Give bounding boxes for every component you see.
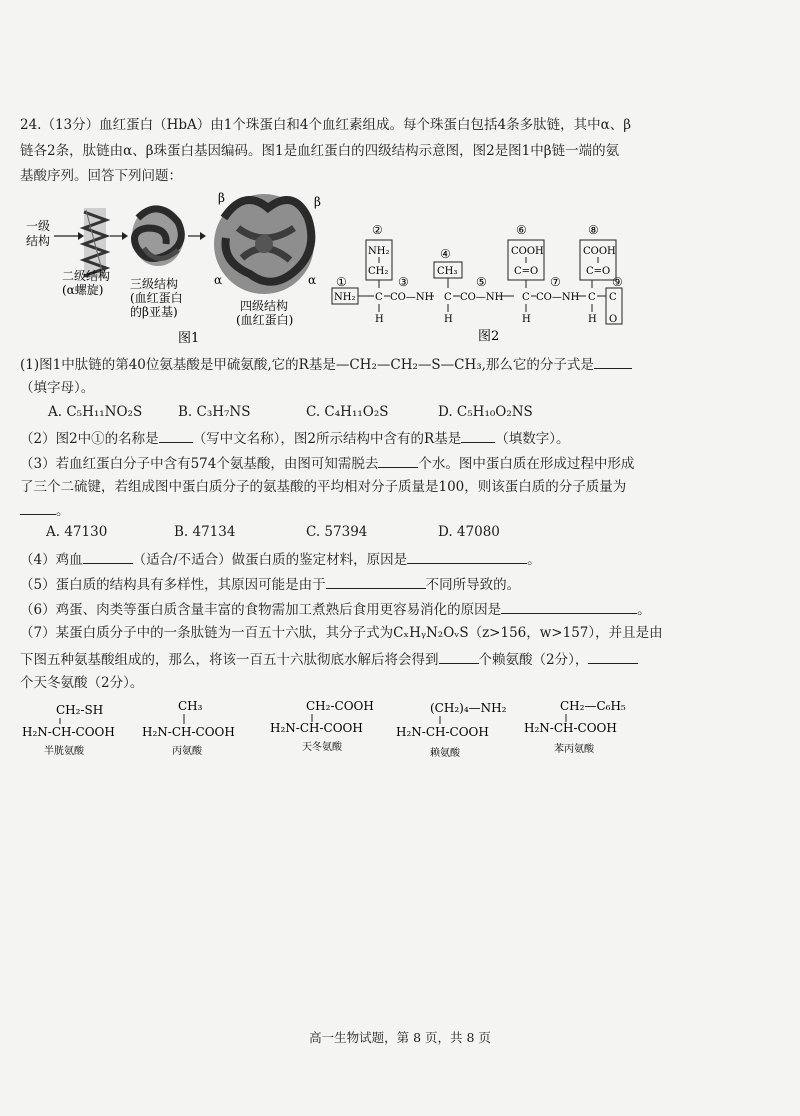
circle-4: ④	[440, 247, 451, 261]
q3-blank-1[interactable]	[378, 453, 418, 468]
phenylalanine-structure	[524, 699, 626, 755]
quaternary-caption-2: (血红蛋白)	[236, 313, 294, 327]
q3-line-3	[20, 500, 70, 520]
q1-option-b[interactable]: B. C₃H₇NS	[178, 404, 251, 420]
q7-line-1: （7）某蛋白质分子中的一条肽链为一百五十六肽，其分子式为CₓHᵧN₂OᵥS（z>156，w>157），并且是由	[20, 625, 663, 641]
aspartate-r-group: CH₂-COOH	[306, 699, 374, 713]
co-r-6: C=O	[514, 266, 539, 277]
tertiary-caption-3: 的β亚基)	[130, 305, 178, 319]
q4-line	[20, 549, 541, 569]
alpha-helix-image	[84, 208, 106, 278]
arrow-3-head	[200, 232, 206, 240]
phenylalanine-name: 苯丙氨酸	[554, 744, 594, 755]
aspartate-name: 天冬氨酸	[302, 742, 342, 753]
q7-blank-2[interactable]	[588, 649, 638, 664]
secondary-caption-2: (α螺旋)	[62, 283, 104, 297]
q1-option-d[interactable]: D. C₅H₁₀O₂NS	[438, 404, 533, 420]
q3-option-a[interactable]: A. 47130	[46, 524, 108, 540]
secondary-caption-1: 二级结构	[62, 269, 111, 283]
q3-option-d[interactable]: D. 47080	[438, 524, 500, 540]
q4-blank-2[interactable]	[407, 549, 527, 564]
q1-answer-blank[interactable]	[594, 354, 632, 369]
alanine-structure	[142, 699, 235, 757]
quaternary-structure-image	[214, 194, 317, 294]
arrow-2-head	[122, 232, 128, 240]
q3-option-b[interactable]: B. 47134	[174, 524, 236, 540]
q3-line-2: 了三个二硫键，若组成图中蛋白质分子的氨基酸的平均相对分子质量是100，则该蛋白质的分子质量为	[20, 479, 627, 495]
cooh-r-6: COOH	[511, 246, 544, 257]
co-r-8: C=O	[586, 266, 611, 277]
q5-blank[interactable]	[326, 574, 426, 589]
c-terminal: C	[609, 292, 617, 303]
circle-2: ②	[372, 223, 383, 237]
alanine-r-group: CH₃	[178, 699, 203, 713]
q2-text-3: （填数字）。	[495, 431, 570, 447]
c-alpha-2: C	[444, 292, 452, 303]
q3-option-c[interactable]: C. 57394	[306, 524, 368, 540]
circle-8: ⑧	[588, 223, 599, 237]
q7-blank-1[interactable]	[439, 649, 479, 664]
primary-structure-label-2: 结构	[26, 234, 51, 248]
q3-text-2: 个水。图中蛋白质在形成过程中形成	[418, 456, 635, 472]
q1-text: (1)图1中肽链的第40位氨基酸是甲硫氨酸,它的R基是—CH₂—CH₂—S—CH₃,那么它的分子式是	[20, 357, 594, 373]
tertiary-structure-image	[132, 206, 184, 266]
h-4: H	[588, 314, 597, 325]
c-alpha-1: C	[375, 292, 383, 303]
cysteine-backbone: H₂N-CH-COOH	[22, 725, 115, 739]
amino-acid-structures	[20, 696, 640, 762]
q3-text-1: （3）若血红蛋白分子中含有574个氨基酸，由图可知需脱去	[20, 456, 379, 472]
q2-text-1: （2）图2中①的名称是	[20, 431, 159, 447]
cysteine-r-group: CH₂-SH	[56, 703, 104, 717]
h-3: H	[522, 314, 531, 325]
figure-2-amino-acid-sequence	[330, 218, 630, 344]
q1-option-c[interactable]: C. C₄H₁₁O₂S	[306, 404, 389, 420]
primary-structure-label: 一级	[26, 219, 51, 233]
q1-line-1	[20, 354, 632, 374]
figure-1-protein-structure	[18, 188, 348, 348]
q1-option-a[interactable]: A. C₅H₁₁NO₂S	[48, 404, 143, 420]
question-24-line-1: 24.（13分）血红蛋白（HbA）由1个珠蛋白和4个血红素组成。每个珠蛋白包括4条多肽链，其中α、β	[20, 117, 631, 133]
q4-text-3: 。	[527, 552, 541, 568]
circle-3: ③	[398, 275, 409, 289]
q1-line-2: （填字母）。	[20, 380, 95, 396]
arrow-1-head	[78, 232, 84, 240]
q3-blank-2[interactable]	[20, 500, 56, 515]
q5-line	[20, 574, 520, 594]
q4-text-2: （适合/不适合）做蛋白质的鉴定材料，原因是	[132, 552, 408, 568]
co-nh-3: CO—NH	[536, 292, 580, 303]
figure-2-caption: 图2	[478, 329, 500, 344]
circle-6: ⑥	[516, 223, 527, 237]
nh2-r: NH₂	[368, 246, 390, 257]
lysine-name: 赖氨酸	[430, 748, 460, 759]
tertiary-caption-1: 三级结构	[130, 277, 179, 291]
q7-text-1: 下图五种氨基酸组成的，那么，将该一百五十六肽彻底水解后将会得到	[20, 652, 439, 668]
cooh-r-8: COOH	[583, 246, 616, 257]
q6-text-2: 。	[637, 602, 651, 618]
q2-line	[20, 428, 569, 448]
lysine-backbone: H₂N-CH-COOH	[396, 725, 489, 739]
q6-text-1: （6）鸡蛋、肉类等蛋白质含量丰富的食物需加工煮熟后食用更容易消化的原因是	[20, 602, 502, 618]
q2-blank-1[interactable]	[159, 428, 193, 443]
circle-9: ⑨	[612, 275, 623, 289]
q6-line	[20, 599, 651, 619]
cysteine-name: 半胱氨酸	[44, 746, 84, 757]
beta-label-left: β	[218, 191, 225, 205]
quaternary-caption-1: 四级结构	[240, 299, 289, 313]
question-24-line-3: 基酸序列。回答下列问题：	[20, 168, 182, 184]
h-1: H	[375, 314, 384, 325]
ch2-r: CH₂	[368, 266, 389, 277]
co-nh-1: CO—NH	[390, 292, 434, 303]
alanine-backbone: H₂N-CH-COOH	[142, 725, 235, 739]
q7-line-2	[20, 649, 638, 669]
co-nh-2: CO—NH	[460, 292, 504, 303]
page-footer: 高一生物试题，第 8 页，共 8 页	[309, 1030, 491, 1045]
c-alpha-4: C	[588, 292, 596, 303]
figure-1-caption: 图1	[178, 331, 200, 346]
q3-line-1	[20, 453, 634, 473]
circle-7: ⑦	[550, 275, 561, 289]
c-alpha-3: C	[522, 292, 530, 303]
q3-text-end: 。	[56, 503, 70, 519]
phenylalanine-r-group: CH₂—C₆H₅	[560, 699, 626, 713]
alanine-name: 丙氨酸	[172, 746, 202, 757]
ch3-r: CH₃	[437, 266, 458, 277]
q5-text-2: 不同所导致的。	[425, 577, 521, 593]
alpha-label-left: α	[214, 273, 223, 287]
q5-text-1: （5）蛋白质的结构具有多样性，其原因可能是由于	[20, 577, 326, 593]
question-24-line-2: 链各2条，肽链由α、β珠蛋白基因编码。图1是血红蛋白的四级结构示意图，图2是图1中β链一端的氨	[20, 143, 620, 159]
q2-text-2: （写中文名称），图2所示结构中含有的R基是	[192, 431, 462, 447]
q7-line-3: 个天冬氨酸（2分）。	[20, 675, 144, 691]
h-2: H	[444, 314, 453, 325]
o-terminal: O	[609, 314, 618, 325]
aspartate-structure	[270, 699, 374, 753]
beta-label-right: β	[314, 195, 321, 209]
aspartate-backbone: H₂N-CH-COOH	[270, 721, 363, 735]
q4-text-1: （4）鸡血	[20, 552, 83, 568]
circle-5: ⑤	[476, 275, 487, 289]
q2-blank-2[interactable]	[461, 428, 495, 443]
alpha-label-right: α	[308, 273, 317, 287]
q4-blank-1[interactable]	[83, 549, 133, 564]
q7-text-2: 个赖氨酸（2分），	[478, 652, 589, 668]
circle-1: ①	[336, 275, 347, 289]
tertiary-caption-2: (血红蛋白	[130, 291, 183, 305]
cysteine-structure	[22, 703, 115, 757]
phenylalanine-backbone: H₂N-CH-COOH	[524, 721, 617, 735]
q6-blank[interactable]	[501, 599, 637, 614]
nh2-terminal: NH₂	[334, 292, 356, 303]
lysine-r-group: (CH₂)₄—NH₂	[430, 701, 507, 715]
lysine-structure	[396, 701, 507, 759]
